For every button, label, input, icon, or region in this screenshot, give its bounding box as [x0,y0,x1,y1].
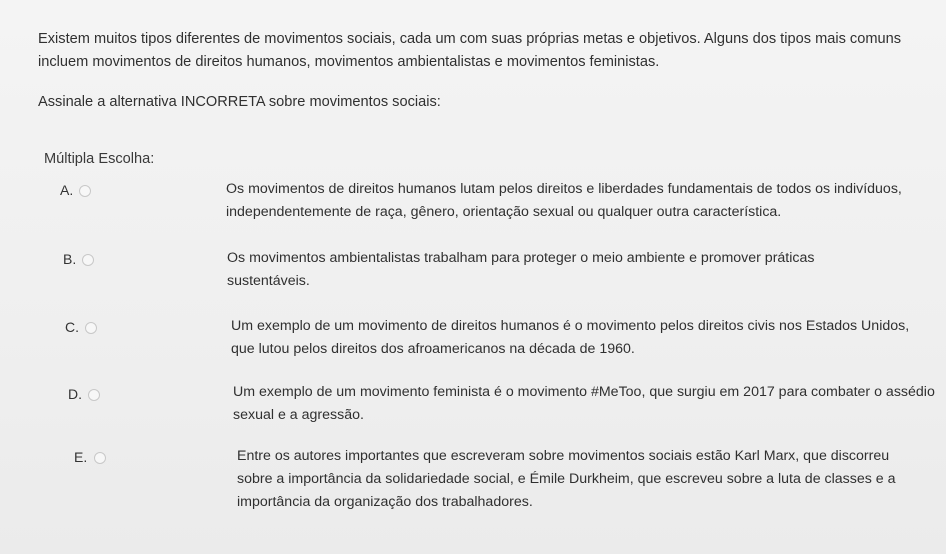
option-c[interactable] [0,315,946,363]
option-radio[interactable] [94,452,106,464]
option-letter: C. [65,319,79,335]
option-a[interactable] [0,178,946,230]
option-radio[interactable] [85,322,97,334]
question-intro: Existem muitos tipos diferentes de movimentos sociais, cada um com suas próprias metas e objetivos. Alguns dos tipos mais comuns incluem movimentos de direitos humanos, movimentos ambientalistas e movimentos feministas. [38,31,902,70]
option-e[interactable] [0,445,946,515]
option-text: Um exemplo de um movimento de direitos humanos é o movimento pelos direitos civis nos Estados Unidos, que lutou pelos direitos dos afroamericanos na década de 1960. [231,318,910,357]
option-d[interactable] [0,381,946,429]
option-radio[interactable] [82,254,94,266]
option-letter: A. [60,182,74,198]
option-letter: E. [74,449,88,465]
option-radio[interactable] [79,185,91,197]
option-text: Entre os autores importantes que escreveram sobre movimentos sociais estão Karl Marx, que discorreu sobre a importância da solidariedade social, e Émile Durkheim, que escreveu sobre a luta de classes e a importância da organização dos trabalhadores. [237,448,896,510]
option-letter: B. [63,251,77,267]
option-text: Os movimentos ambientalistas trabalham para proteger o meio ambiente e promover práticas sustentáveis. [227,250,815,289]
option-radio[interactable] [88,389,100,401]
option-letter: D. [68,386,82,402]
option-text: Os movimentos de direitos humanos lutam pelos direitos e liberdades fundamentais de todos os indivíduos, independentemente de raça, gênero, orientação sexual ou qualquer outra característica. [226,181,902,220]
multiple-choice-label: Múltipla Escolha: [44,151,155,167]
question-prompt: Assinale a alternativa INCORRETA sobre movimentos sociais: [38,94,441,110]
option-b[interactable] [0,247,946,295]
option-text: Um exemplo de um movimento feminista é o movimento #MeToo, que surgiu em 2017 para combater o assédio sexual e a agressão. [233,384,935,423]
